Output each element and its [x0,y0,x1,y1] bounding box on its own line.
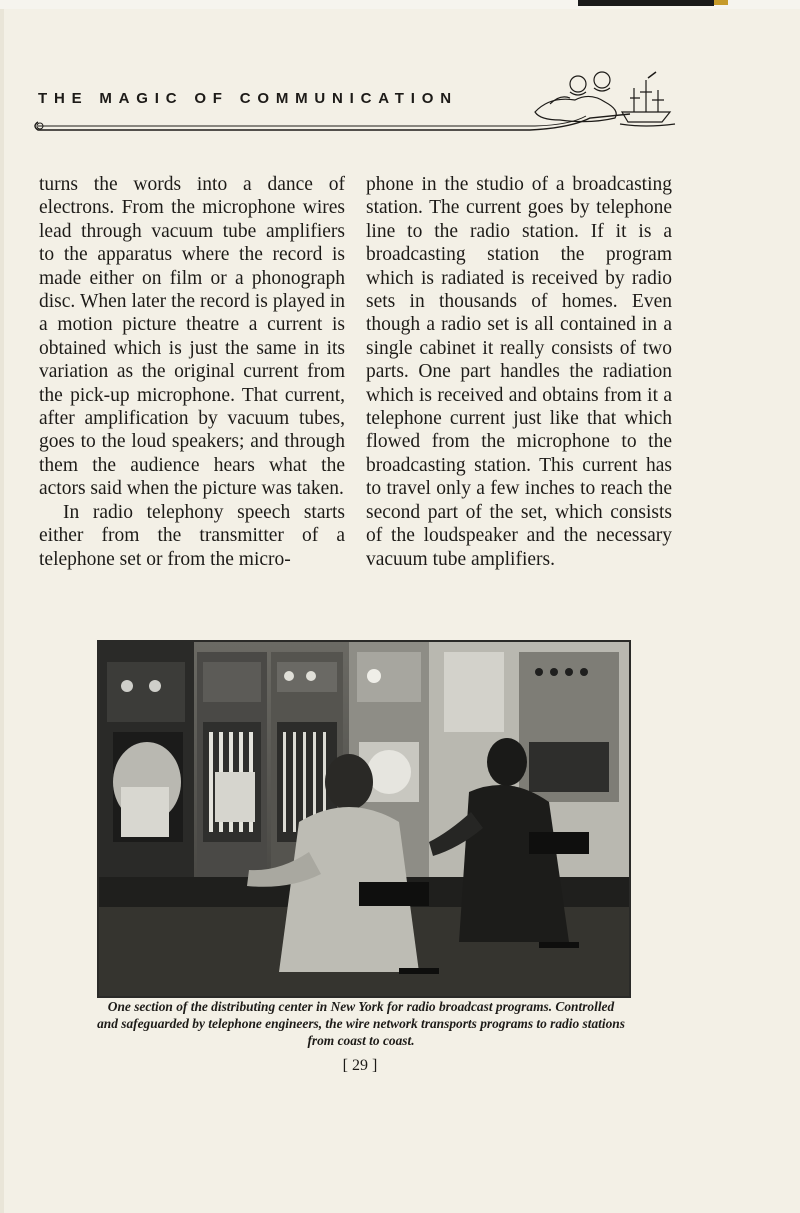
left-paragraph-1: turns the words into a dance of electrons. From the microphone wires lead through vacuum tube amplifiers to the apparatus where the record is made either on film or a phonograph disc. When later the record is played in a motion picture theatre a current is obtained which is just the same in its variation as the original current from the pick-up microphone. That current, after amplification by vacuum tubes, goes to the loud speakers; and through them the audience hears what the actors said when the picture was taken. [39,174,345,500]
scan-edge-tab-gold [714,0,728,5]
running-header: THE MAGIC OF COMMUNICATION [38,90,458,107]
right-paragraph-1: phone in the studio of a broadcasting station. The current goes by telephone line to the radio station. If it is a broadcasting station the program which is radiated is received by radio sets in thousands of homes. Even though a radio set is all contained in a single cabinet it really consists of two parts. One part handles the radiation which is received and obtains from it a telephone current just like that which flowed from the microphone to the broadcasting station. This current has to travel only a few inches to reach the second part of the set, which consists of the loudspeaker and the necessary vacuum tube amplifiers. [366,174,672,570]
photo-illustration [99,642,629,996]
left-paragraph-2: In radio telephony speech starts either from the transmitter of a telephone set or from the micro- [39,501,345,570]
scan-edge-tab [578,0,714,6]
right-column [366,173,672,571]
distribution-center-photo [97,640,631,998]
photo-caption: One section of the distributing center in New York for radio broadcast programs. Controlled and safeguarded by telephone engineers, the wire network transports programs to radio stations from coast to coast. [97,999,625,1048]
left-column [39,173,345,571]
page-number: [ 29 ] [342,1057,378,1074]
